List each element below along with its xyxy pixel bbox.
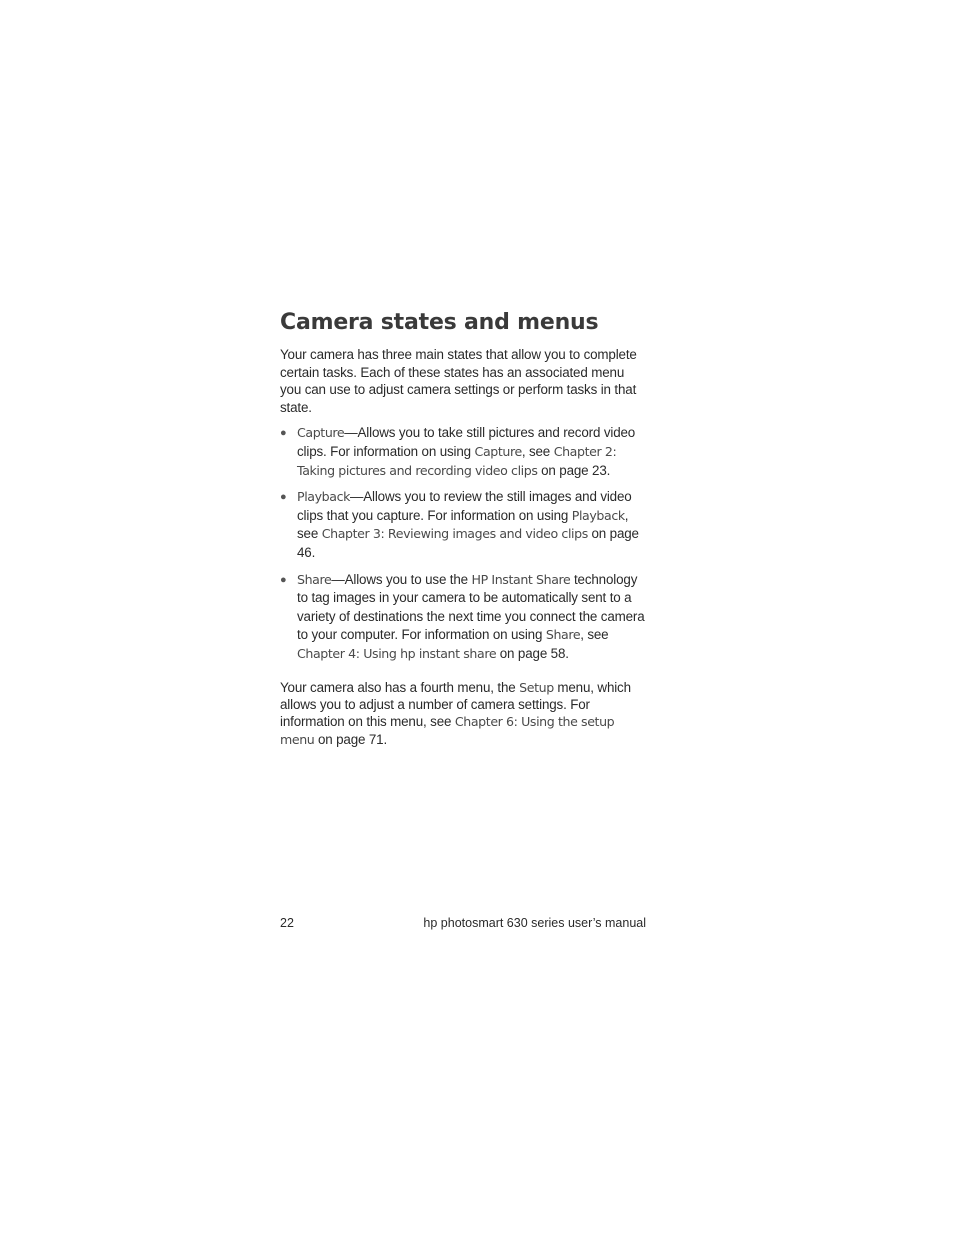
list-item-capture	[280, 424, 648, 480]
outro-text: menu, which allows you to adjust a number of camera settings. For information on this menu, see	[280, 679, 631, 730]
page-number: 22	[280, 916, 294, 930]
outro-text: on page 71.	[314, 731, 388, 747]
item-text: , see	[297, 507, 629, 542]
setup-menu-paragraph	[280, 679, 648, 749]
term-playback: Playback	[297, 489, 350, 505]
ref-share: Share	[545, 627, 581, 643]
chapter-6-reference: Chapter 6: Using the setup menu	[280, 714, 615, 747]
item-text: —Allows you to review the still images and video clips that you capture. For information on using	[297, 489, 632, 523]
item-text: , see	[521, 443, 554, 459]
bullet-icon: ●	[280, 427, 287, 440]
term-capture: Capture	[297, 425, 345, 441]
item-text: on page 23.	[537, 462, 611, 478]
ref-playback: Playback	[571, 507, 625, 523]
page-content	[280, 308, 648, 748]
outro-text: Your camera also has a fourth menu, the	[280, 679, 520, 695]
ref-hp-instant-share: HP Instant Share	[471, 571, 571, 587]
item-text: —Allows you to take still pictures and record video clips. For information on using	[297, 425, 636, 459]
list-item-playback	[280, 488, 648, 562]
item-text: on page 46.	[297, 526, 639, 560]
chapter-4-reference: Chapter 4: Using hp instant share	[297, 645, 497, 661]
manual-title: hp photosmart 630 series user’s manual	[423, 916, 646, 930]
bullet-icon: ●	[280, 491, 287, 504]
item-text: , see	[580, 627, 609, 643]
intro-paragraph: Your camera has three main states that allow you to complete certain tasks. Each of these states has an associated menu you can use to adjust camera settings or perform tasks in that state.	[280, 347, 637, 415]
item-text: —Allows you to use the	[331, 571, 472, 587]
bullet-icon: ●	[280, 573, 287, 586]
ref-capture: Capture	[474, 443, 522, 459]
item-text: technology to tag images in your camera to be automatically sent to a variety of destinations the next time you connect the camera to your computer. For information on using	[297, 571, 645, 643]
list-item-share	[280, 571, 648, 664]
chapter-3-reference: Chapter 3: Reviewing images and video clips	[321, 526, 588, 542]
item-text: on page 58.	[496, 645, 569, 661]
page-title: Camera states and menus	[280, 310, 599, 335]
term-share: Share	[297, 571, 332, 587]
camera-states-list	[280, 424, 648, 663]
ref-setup: Setup	[519, 679, 554, 695]
chapter-2-reference: Chapter 2: Taking pictures and recording video clips	[297, 443, 617, 478]
